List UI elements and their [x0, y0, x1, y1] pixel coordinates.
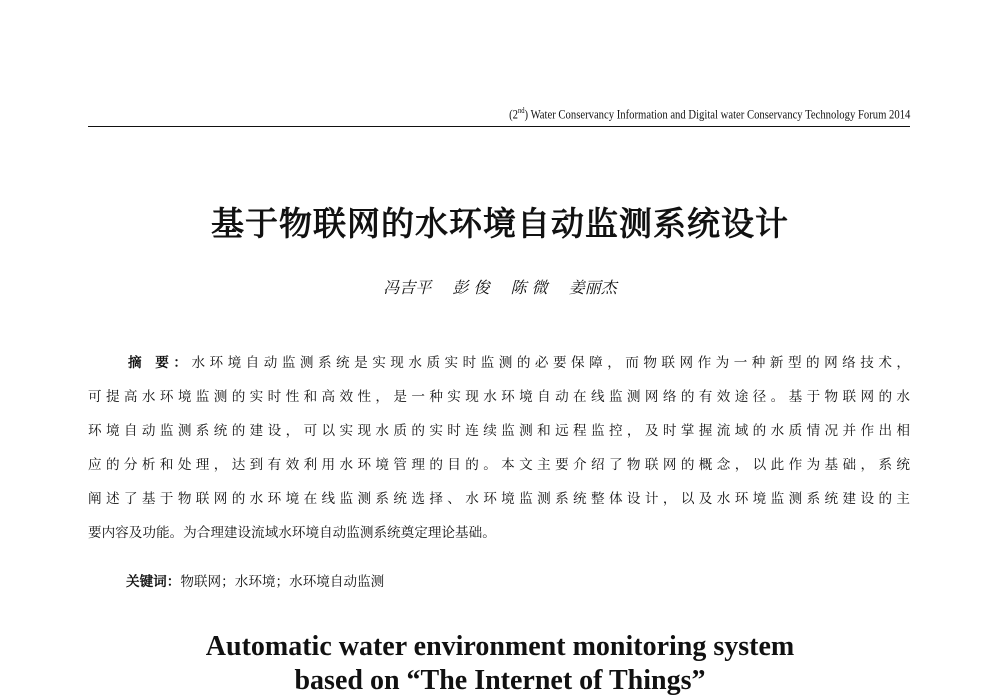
paper-title-english-line: Automatic water environment monitoring system [205, 631, 795, 662]
running-header [88, 104, 910, 127]
header-edition-suffix: nd [517, 105, 525, 115]
paper-title-english-line: based on “The Internet of Things” [294, 665, 706, 696]
author-list [0, 275, 1000, 298]
keywords-label: 关键词： [126, 574, 181, 590]
keywords-text: 物联网；水环境；水环境自动监测 [180, 574, 385, 590]
author-name: 陈 微 [510, 278, 548, 297]
abstract-line: 要内容及功能。为合理建设流域水环境自动监测系统奠定理论基础。 [88, 525, 496, 541]
abstract-line: 阐述了基于物联网的水环境在线监测系统选择、水环境监测系统整体设计，以及水环境监测系统建设的主 [88, 491, 910, 507]
abstract-line-text: 水环境自动监测系统是实现水质实时监测的必要保障，而物联网作为一种新型的网络技术， [191, 355, 910, 371]
abstract-line: 环境自动监测系统的建设，可以实现水质的实时连续监测和远程监控，及时掌握流域的水质情况并作出相 [88, 423, 910, 439]
abstract-line: 应的分析和处理，达到有效利用水环境管理的目的。本文主要介绍了物联网的概念，以此作为基础，系统 [88, 457, 910, 473]
running-header-text: (2nd) Water Conservancy Information and Digital water Conservancy Technology Forum 2014 [508, 105, 910, 121]
author-name: 姜丽杰 [568, 278, 617, 297]
abstract-line [88, 346, 910, 380]
header-edition: 2 [512, 106, 518, 121]
header-forum-title: Water Conservancy Information and Digital water Conservancy Technology Forum 2014 [530, 106, 910, 121]
author-name: 冯吉平 [383, 278, 432, 297]
abstract-label: 摘 要： [128, 355, 192, 371]
paper-title-chinese: 基于物联网的水环境自动监测系统设计 [211, 204, 789, 243]
keywords [126, 570, 384, 590]
author-name: 彭 俊 [452, 278, 490, 297]
abstract [88, 346, 910, 550]
paper-title-english [0, 630, 1000, 698]
abstract-line: 可提高水环境监测的实时性和高效性，是一种实现水环境自动在线监测网络的有效途径。基于物联网的水 [88, 389, 910, 405]
